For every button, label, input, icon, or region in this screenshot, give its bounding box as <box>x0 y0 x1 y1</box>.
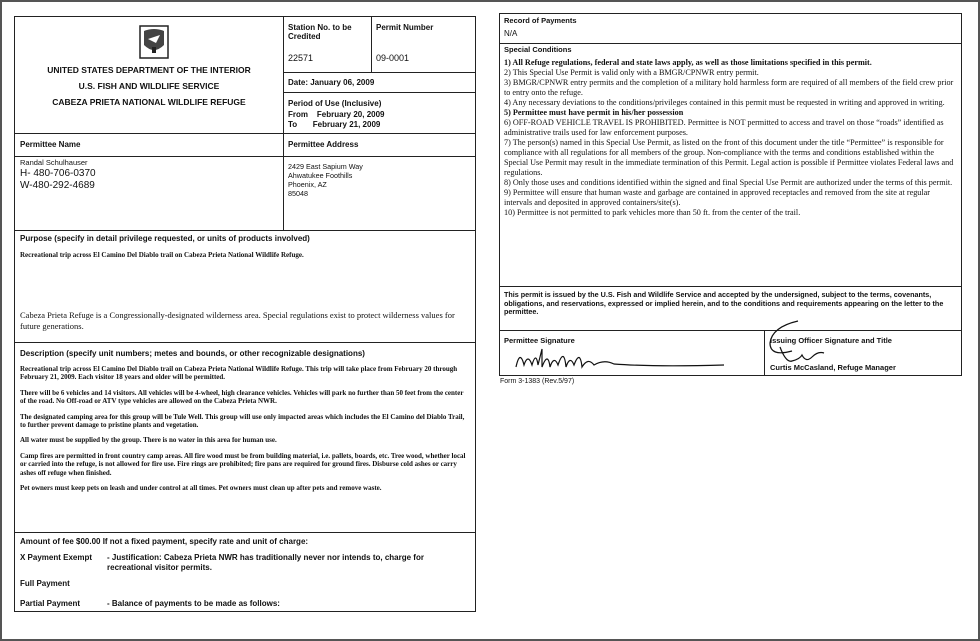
description-body <box>20 365 467 499</box>
description-paragraph: Camp fires are permitted in front country camp areas. All fire wood must be from building material, i.e. pallets, boards, etc. Tree wood, whether local or carried into the refuge, is not allowed for fire use. Fire rings are prohibited; fire pans are required for ground fires. Disburse cold ashes or carry ashes off refuge when finished. <box>20 451 466 477</box>
station-number: 22571 <box>288 53 314 63</box>
condition-item: 3) BMGR/CPNWR entry permits and the completion of a military hold harmless form are required of all members of the field crew prior to entry onto the refuge. <box>504 78 954 97</box>
department-name: UNITED STATES DEPARTMENT OF THE INTERIOR <box>47 65 251 75</box>
fee-section <box>15 533 475 613</box>
permittee-name: Randal Schulhauser <box>20 158 88 167</box>
interior-department-emblem-icon <box>139 25 169 59</box>
address-line: Phoenix, AZ <box>288 180 327 189</box>
permit-front-page <box>14 16 476 612</box>
special-conditions-list <box>504 58 955 218</box>
record-of-payments-box <box>499 13 962 44</box>
officer-signature-label: Issuing Officer Signature and Title <box>770 336 892 345</box>
condition-item: 10) Permittee is not permitted to park vehicles more than 50 ft. from the center of the trail. <box>504 208 801 217</box>
permittee-address-label: Permittee Address <box>288 140 359 149</box>
record-of-payments-label: Record of Payments <box>504 16 577 25</box>
description-paragraph: There will be 6 vehicles and 14 visitors. All vehicles will be 4-wheel, high clearance vehicles. Vehicles will park no further than 50 feet from the center of the road. No Off-road or ATV type vehicles are allowed on the Cabeza Prieta NWR. <box>20 388 464 406</box>
form-number: Form 3-1383 (Rev.5/97) <box>500 378 575 385</box>
period-label: Period of Use (Inclusive) <box>288 99 382 108</box>
station-permit-row <box>284 17 475 73</box>
station-label: Station No. to be Credited <box>288 23 352 41</box>
period-from <box>288 110 385 119</box>
to-date: February 21, 2009 <box>312 120 381 129</box>
description-paragraph: Recreational trip across El Camino Del Diablo trail on Cabeza Prieta National Wildlife Refuge. This trip will take place from February 20 through February 21, 2009. Each visitor 18 years and older will be permitted. <box>20 365 458 382</box>
condition-item: 4) Any necessary deviations to the conditions/privileges contained in this permit must be requested in writing and approved in writing. <box>504 98 945 107</box>
permittee-signature <box>514 345 734 373</box>
permit-back-page <box>499 13 962 391</box>
record-of-payments-value: N/A <box>504 29 518 38</box>
partial-payment-text: - Balance of payments to be made as follows: <box>107 599 280 608</box>
permittee-address-block <box>283 134 475 230</box>
special-conditions-box <box>499 44 962 287</box>
purpose-section <box>15 231 475 343</box>
issue-date: Date: January 06, 2009 <box>288 78 375 87</box>
officer-name-title: Curtis McCasland, Refuge Manager <box>770 363 896 372</box>
purpose-label: Purpose (specify in detail privilege requested, or units of products involved) <box>20 234 310 243</box>
purpose-text: Recreational trip across El Camino Del Diablo trail on Cabeza Prieta National Wildlife Refuge. <box>20 251 304 259</box>
condition-item: 7) The person(s) named in this Special Use Permit, as listed on the front of this document under the title “Permittee” is responsible for compliance with all regulations for all members of the group. Non-compliance with the terms and conditions established within the Special Use Permit may result in the immediate termination of this Permit. Legal action is possible if Permittee violates Federal laws and regulations. <box>504 138 954 177</box>
condition-item: 5) Permittee must have permit in his/her possession <box>504 108 684 117</box>
payment-exempt-justification: - Justification: Cabeza Prieta NWR has traditionally never nor intends to, charge for recreational visitor permits. <box>107 553 424 572</box>
permittee-name-block <box>15 134 283 230</box>
full-payment-label: Full Payment <box>20 579 70 588</box>
to-label: To <box>288 120 298 129</box>
permittee-name-label: Permittee Name <box>20 140 81 149</box>
permit-number: 09-0001 <box>376 53 410 63</box>
condition-item: 1) All Refuge regulations, federal and state laws apply, as well as those limitations specified in this permit. <box>504 58 872 67</box>
date-row <box>284 73 475 93</box>
special-conditions-label: Special Conditions <box>504 45 572 54</box>
period-to <box>288 120 380 129</box>
from-label: From <box>288 110 308 119</box>
signature-box <box>499 331 962 376</box>
condition-item: 2) This Special Use Permit is valid only with a BMGR/CPNWR entry permit. <box>504 68 759 77</box>
description-section <box>15 343 475 533</box>
permit-number-label: Permit Number <box>376 23 434 32</box>
payment-exempt-label: X Payment Exempt <box>20 553 93 562</box>
condition-item: 9) Permittee will ensure that human waste and garbage are contained in approved receptacles and removed from the site at regular intervals and deposited in approved containers/site(s). <box>504 188 931 207</box>
permittee-address <box>288 162 363 198</box>
permittee-phone-work: W-480-292-4689 <box>20 180 95 191</box>
station-divider <box>371 17 372 72</box>
description-paragraph: Pet owners must keep pets on leash and under control at all times. Pet owners must clean up after pets and remove waste. <box>20 483 382 492</box>
fee-label: Amount of fee $00.00 If not a fixed payment, specify rate and unit of charge: <box>20 537 309 546</box>
permittee-row <box>15 133 475 231</box>
address-line: 85048 <box>288 189 308 198</box>
service-name: U.S. FISH AND WILDLIFE SERVICE <box>78 81 220 91</box>
permittee-phone-home: H- 480-706-0370 <box>20 168 96 179</box>
refuge-name: CABEZA PRIETA NATIONAL WILDLIFE REFUGE <box>52 97 246 107</box>
condition-item: 6) OFF-ROAD VEHICLE TRAVEL IS PROHIBITED. Permittee is NOT permitted to access and travel on those “roads” identified as administrative trails used for law enforcement purposes. <box>504 118 944 137</box>
permittee-signature-label: Permittee Signature <box>504 336 575 345</box>
partial-payment-label: Partial Payment <box>20 599 81 608</box>
description-paragraph: The designated camping area for this group will be Tule Well. This group will use only impacted areas which includes the El Camino del Diablo Trail, to further prevent damage to pristine plants and vegetation. <box>20 412 465 429</box>
acceptance-box <box>499 287 962 331</box>
wilderness-note: Cabeza Prieta Refuge is a Congressionally-designated wilderness area. Special regulations exist to protect wilderness values for future generations. <box>20 310 455 331</box>
from-date: February 20, 2009 <box>316 110 385 119</box>
address-line: 2429 East Sapium Way <box>288 162 363 171</box>
description-label: Description (specify unit numbers; metes and bounds, or other recognizable designations) <box>20 349 365 358</box>
condition-item: 8) Only those uses and conditions identified within the signed and final Special Use Permit are authorized under the terms of this permit. <box>504 178 953 187</box>
acceptance-text: This permit is issued by the U.S. Fish and Wildlife Service and accepted by the undersigned, subject to the terms, covenants, obligations, and reservations, expressed or implied herein, and to the conditions and requirements appearing on the letter to the permittee. <box>504 290 944 317</box>
address-line: Ahwatukee Foothills <box>288 171 353 180</box>
description-paragraph: All water must be supplied by the group. There is no water in this area for human use. <box>20 436 277 445</box>
